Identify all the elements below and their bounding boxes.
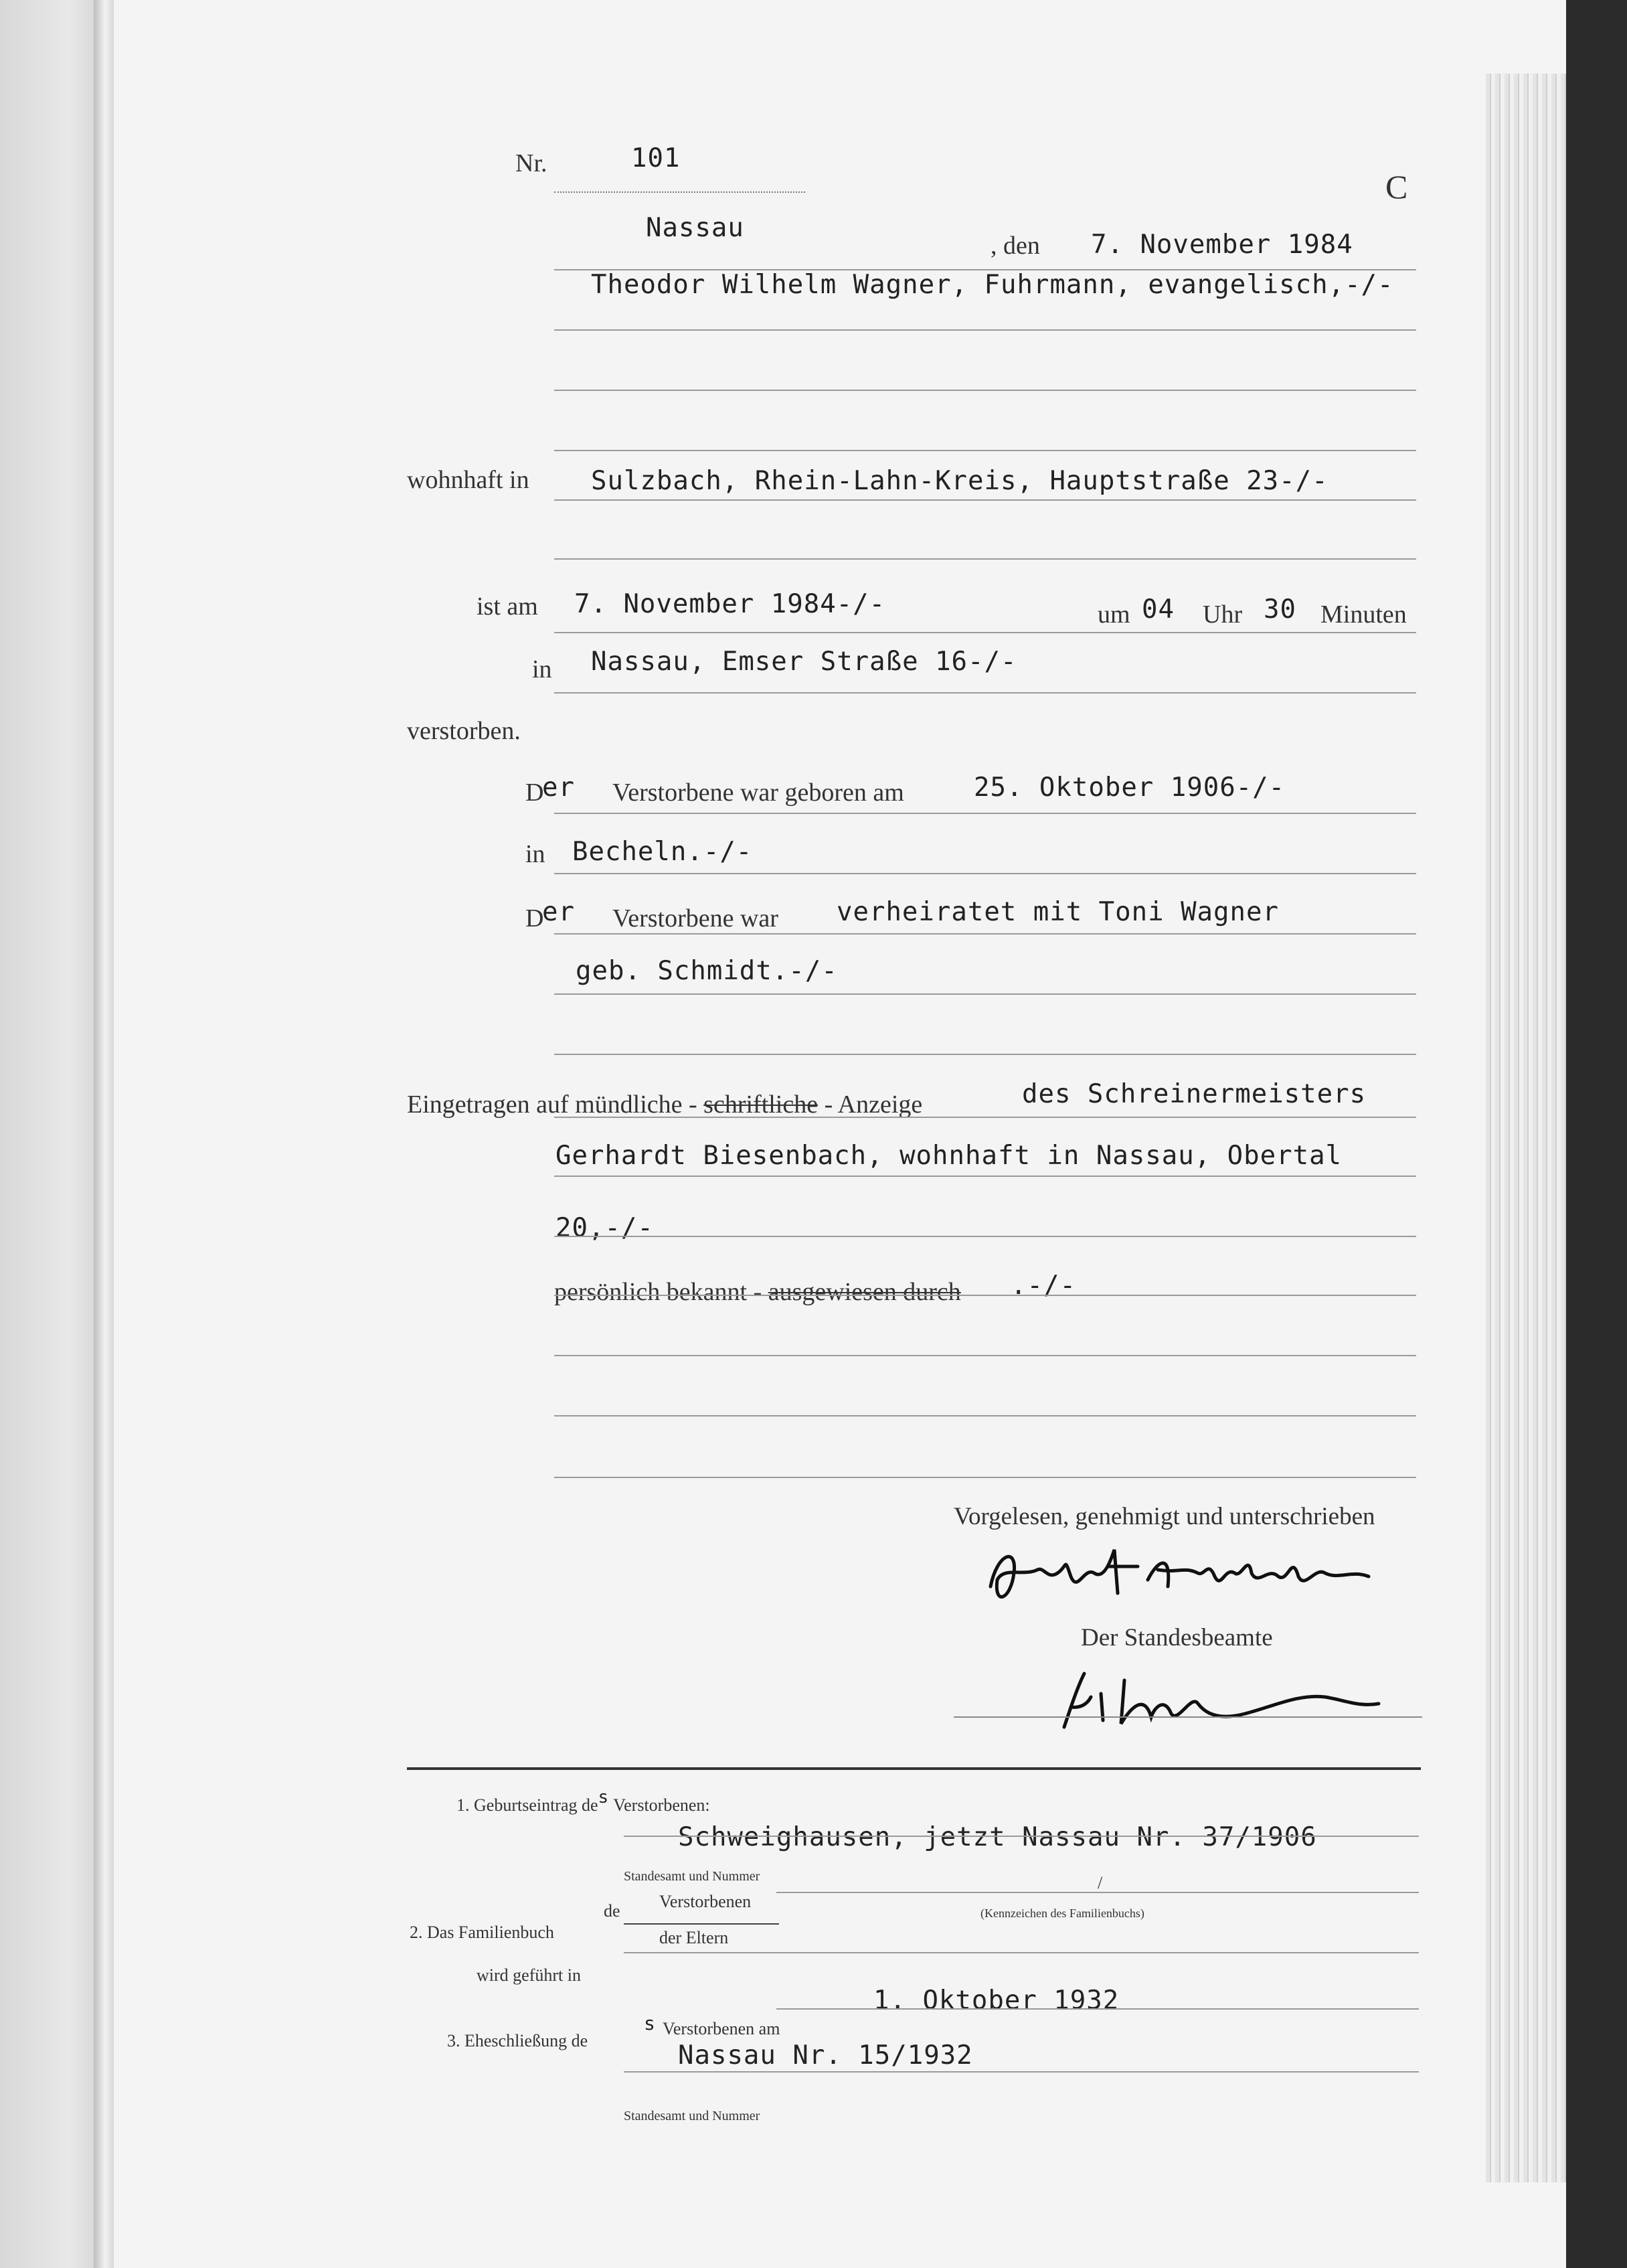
item2-selection-line bbox=[624, 1923, 779, 1925]
entry-number: 101 bbox=[631, 143, 681, 173]
informant-signature bbox=[977, 1540, 1392, 1613]
line-blank-1 bbox=[554, 1355, 1416, 1356]
birth-date: 25. Oktober 1906-/- bbox=[974, 773, 1286, 803]
eingetragen-label: Eingetragen auf mündliche - bbox=[407, 1090, 704, 1119]
line-bekannt bbox=[554, 1295, 1416, 1296]
death-in-label: in bbox=[532, 655, 552, 683]
death-date: 7. November 1984-/- bbox=[574, 589, 886, 619]
line-name bbox=[554, 329, 1416, 331]
item1-suffix: Verstorbenen: bbox=[609, 1795, 710, 1815]
standesbeamte-label: Der Standesbeamte bbox=[1081, 1624, 1273, 1651]
war-label: Verstorbene war bbox=[612, 904, 778, 933]
book-gutter bbox=[94, 0, 116, 2268]
register-letter: C bbox=[1385, 168, 1408, 206]
background-right bbox=[1566, 0, 1627, 2268]
marriage-d-label: D bbox=[525, 904, 544, 933]
death-minute: 30 bbox=[1264, 594, 1296, 625]
line-blank-2 bbox=[554, 1415, 1416, 1416]
register-page bbox=[114, 0, 1566, 2268]
standesamt-nummer-label-3: Standesamt und Nummer bbox=[624, 2109, 760, 2123]
place-of-registration: Nassau bbox=[646, 213, 744, 243]
registrar-signature bbox=[1044, 1667, 1392, 1734]
line-marital-3 bbox=[554, 1054, 1416, 1055]
line-item2 bbox=[776, 1892, 1419, 1893]
line-item1 bbox=[624, 1836, 1419, 1837]
line-death-date bbox=[554, 632, 1416, 633]
line-item2-b bbox=[624, 1952, 1419, 1953]
verstorben-label: verstorben. bbox=[407, 717, 521, 745]
schriftliche-struck: schriftliche bbox=[703, 1090, 819, 1119]
anzeige-label: - Anzeige bbox=[818, 1090, 923, 1119]
standesamt-nummer-label-1: Standesamt und Nummer bbox=[624, 1869, 760, 1884]
eingetragen-line bbox=[407, 1090, 922, 1119]
line-blank-3 bbox=[554, 1477, 1416, 1478]
kennzeichen-label: (Kennzeichen des Familienbuchs) bbox=[980, 1907, 1144, 1920]
marital-status-cont: geb. Schmidt.-/- bbox=[576, 956, 838, 986]
nr-label: Nr. bbox=[515, 149, 547, 177]
item3-verstorbenen-am: Verstorbenen am bbox=[663, 2019, 780, 2038]
marriage-date: 1. Oktober 1932 bbox=[873, 1986, 1120, 2016]
nr-line bbox=[554, 191, 805, 193]
line-birth-place bbox=[554, 873, 1416, 874]
registrar-signature-line bbox=[954, 1716, 1422, 1718]
residence-value: Sulzbach, Rhein-Lahn-Kreis, Hauptstraße 23-/- bbox=[591, 466, 1329, 496]
deceased-name-line: Theodor Wilhelm Wagner, Fuhrmann, evangelisch,-/- bbox=[591, 270, 1394, 300]
residence-label: wohnhaft in bbox=[407, 466, 529, 494]
informant-line-2: Gerhardt Biesenbach, wohnhaft in Nassau, Obertal bbox=[555, 1141, 1343, 1171]
item2-de: de bbox=[604, 1901, 620, 1921]
familienbuch-slash: / bbox=[1098, 1873, 1103, 1892]
item2-der-eltern: der Eltern bbox=[659, 1928, 729, 1947]
line-item3-b bbox=[624, 2071, 1419, 2073]
vorgelesen-text: Vorgelesen, genehmigt und unterschrieben bbox=[954, 1503, 1375, 1530]
den-label: , den bbox=[991, 232, 1040, 260]
bekannt-line bbox=[554, 1277, 961, 1307]
registration-date: 7. November 1984 bbox=[1091, 230, 1353, 260]
minuten-label: Minuten bbox=[1320, 600, 1407, 629]
uhr-label: Uhr bbox=[1203, 600, 1243, 629]
death-place: Nassau, Emser Straße 16-/- bbox=[591, 647, 1017, 677]
line-birth-date bbox=[554, 813, 1416, 814]
um-label: um bbox=[1098, 600, 1130, 629]
item2-label: 2. Das Familienbuch bbox=[410, 1923, 554, 1942]
item3-label: 3. Eheschließung de bbox=[447, 2031, 588, 2050]
page-stack-edges bbox=[1486, 74, 1566, 2182]
bekannt-suffix: .-/- bbox=[1011, 1271, 1076, 1301]
line-informant-3 bbox=[554, 1236, 1416, 1237]
item2-verstorbenen: Verstorbenen bbox=[659, 1892, 752, 1911]
line-marital bbox=[554, 933, 1416, 935]
item1-label: 1. Geburtseintrag de bbox=[456, 1795, 598, 1815]
line-informant-2 bbox=[554, 1176, 1416, 1177]
line-item3 bbox=[776, 2008, 1419, 2010]
item3-s: s bbox=[644, 2012, 656, 2034]
informant-line-3: 20,-/- bbox=[555, 1213, 654, 1243]
footer-divider bbox=[407, 1767, 1421, 1770]
birth-place: Becheln.-/- bbox=[572, 837, 753, 867]
line-name-2 bbox=[554, 390, 1416, 391]
item1-line bbox=[456, 1787, 710, 1815]
wird-gefuehrt-label: wird geführt in bbox=[477, 1965, 581, 1985]
line-name-3 bbox=[554, 450, 1416, 451]
marital-status: verheiratet mit Toni Wagner bbox=[837, 897, 1279, 927]
informant-line-1: des Schreinermeisters bbox=[1022, 1079, 1367, 1109]
birth-d-label: D bbox=[525, 779, 544, 807]
line-residence bbox=[554, 499, 1416, 501]
line-informant-1 bbox=[554, 1117, 1416, 1118]
death-hour: 04 bbox=[1142, 594, 1175, 625]
birth-er-suffix: er bbox=[542, 773, 575, 803]
ausgewiesen-struck: ausgewiesen durch bbox=[768, 1278, 961, 1306]
item1-s: s bbox=[598, 1787, 610, 1807]
line-marital-2 bbox=[554, 993, 1416, 995]
marriage-register-entry: Nassau Nr. 15/1932 bbox=[678, 2040, 973, 2071]
line-residence-2 bbox=[554, 558, 1416, 560]
bekannt-label: persönlich bekannt - bbox=[554, 1278, 768, 1306]
birth-register-entry: Schweighausen, jetzt Nassau Nr. 37/1906 bbox=[678, 1822, 1317, 1852]
birth-in-label: in bbox=[525, 840, 545, 868]
line-death-place bbox=[554, 692, 1416, 694]
marriage-er-suffix: er bbox=[542, 897, 575, 927]
geboren-label: Verstorbene war geboren am bbox=[612, 779, 904, 807]
ist-am-label: ist am bbox=[477, 592, 538, 621]
